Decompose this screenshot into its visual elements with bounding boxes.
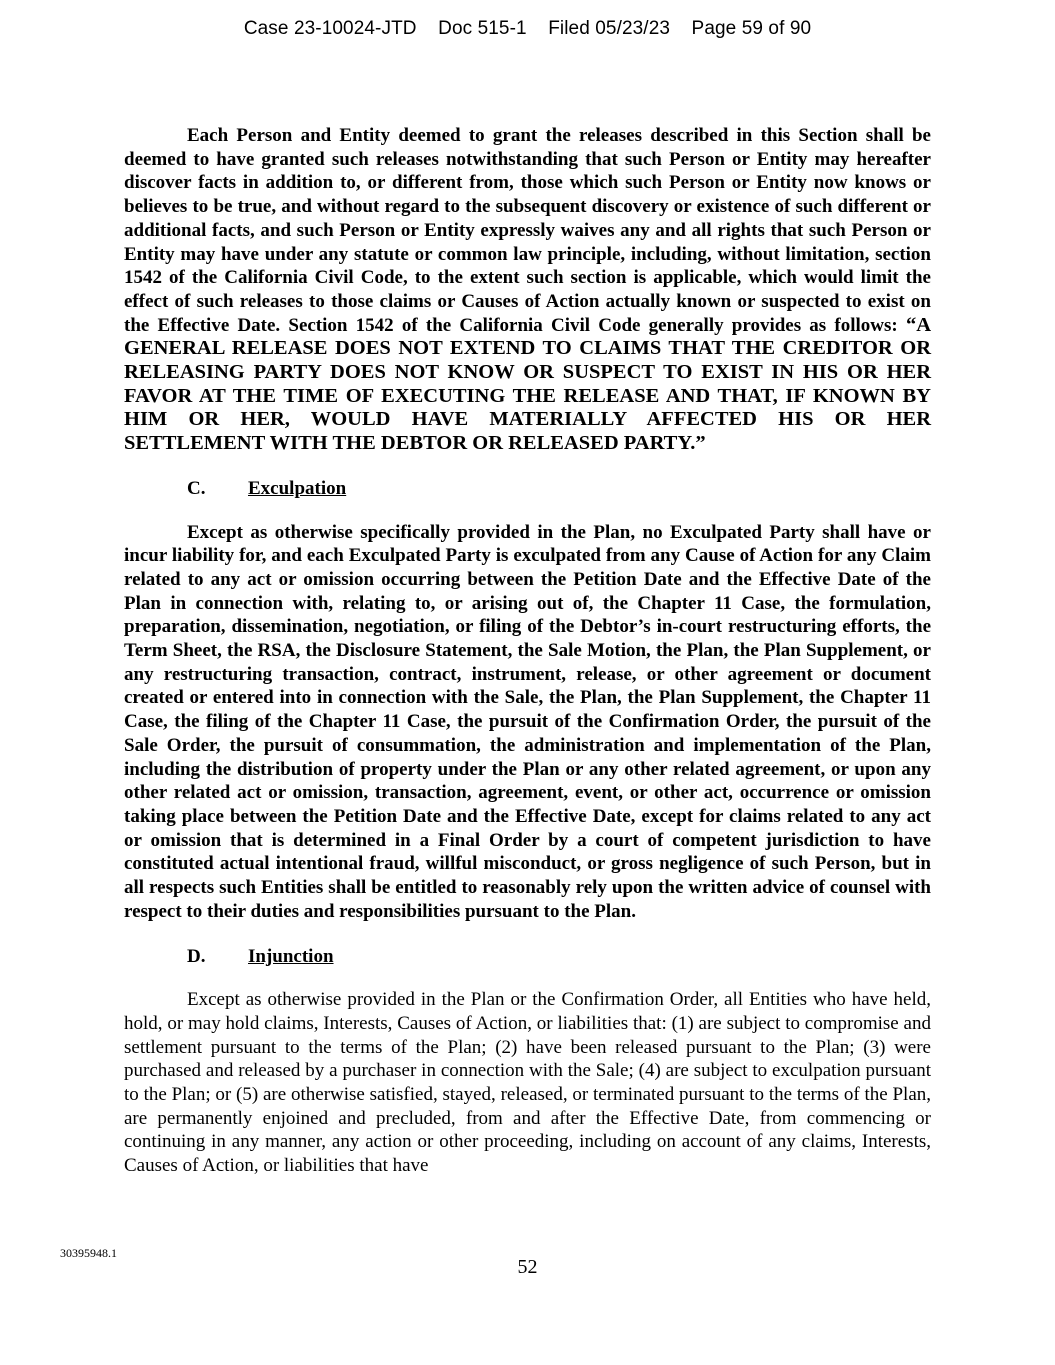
section-c-title: Exculpation [248, 477, 347, 499]
injunction-paragraph: Except as otherwise provided in the Plan or the Confirmation Order, all Entities who have held, hold, or may hold claims, Interests, Causes of Action, or liabilities that: (1) are subject to compromise and settlement pursuant to the terms of the Plan; (2) have been released pursuant to the Plan; (3) were purchased and released by a purchaser in connection with the Sale; (4) are subject to exculpation pursuant to the Plan; or (5) are otherwise satisfied, stayed, released, or terminated pursuant to the terms of the Plan, are permanently enjoined and precluded, from and after the Effective Date, from commencing or continuing in any manner, any action or other proceeding, including on account of any claims, Interests, Causes of Action, or liabilities that have [124, 989, 931, 1177]
filed-date: Filed 05/23/23 [548, 18, 671, 39]
release-waiver-paragraph [124, 124, 931, 456]
section-d-heading [124, 945, 931, 969]
page-count: Page 59 of 90 [691, 18, 812, 39]
section-c-heading [124, 477, 931, 501]
section-d-letter: D. [187, 945, 206, 967]
document-id: 30395948.1 [60, 1246, 117, 1260]
section-d-title: Injunction [248, 945, 334, 967]
doc-number: Doc 515-1 [438, 18, 527, 39]
case-number: Case 23-10024-JTD [243, 18, 417, 39]
exculpation-paragraph: Except as otherwise specifically provided in the Plan, no Exculpated Party shall have or incur liability for, and each Exculpated Party is exculpated from any Cause of Action for any Claim related to any act or omission occurring between the Petition Date and the Effective Date of the Plan in connection with, relating to, or arising out of, the Chapter 11 Case, the formulation, preparation, dissemination, negotiation, or filing of the Debtor’s in-court restructuring efforts, the Term Sheet, the RSA, the Disclosure Statement, the Sale Motion, the Plan, the Plan Supplement, or any restructuring transaction, contract, instrument, release, or other agreement or document created or entered into in connection with the Sale, the Plan, the Plan Supplement, the Chapter 11 Case, the filing of the Chapter 11 Case, the pursuit of the Confirmation Order, the pursuit of the Sale Order, the pursuit of consummation, the administration and implementation of the Plan, including the distribution of property under the Plan or any other related agreement, or upon any other related act or omission, transaction, agreement, event, or other act, occurrence or omission taking place between the Petition Date and the Effective Date, except for claims related to any act or omission that is determined in a Final Order by a court of competent jurisdiction to have constituted actual intentional fraud, willful misconduct, or gross negligence of such Person, but in all respects such Entities shall be entitled to reasonably rely upon the written advice of counsel with respect to their duties and responsibilities pursuant to the Plan. [124, 521, 931, 922]
section-1542-quote: “A GENERAL RELEASE DOES NOT EXTEND TO CLAIMS THAT THE CREDITOR OR RELEASING PARTY DOES NOT KNOW OR SUSPECT TO EXIST IN HIS OR HER FAVOR AT THE TIME OF EXECUTING THE RELEASE AND THAT, IF KNOWN BY HIM OR HER, WOULD HAVE MATERIALLY AFFECTED HIS OR HER SETTLEMENT WITH THE DEBTOR OR RELEASED PARTY.” [124, 313, 931, 455]
document-body [124, 124, 931, 1178]
release-waiver-text: Each Person and Entity deemed to grant the releases described in this Section shall be deemed to have granted such releases notwithstanding that such Person or Entity may hereafter discover facts in addition to, or different from, those which such Person or Entity now knows or believes to be true, and without regard to the subsequent discovery or existence of such different or additional facts, and such Person or Entity expressly waives any and all rights that such Person or Entity may have under any statute or common law principle, including, without limitation, section 1542 of the California Civil Code, to the extent such section is applicable, which would limit the effect of such releases to those claims or Causes of Action actually known or suspected to exist on the Effective Date. Section 1542 of the California Civil Code generally provides as follows: [124, 125, 931, 336]
section-c-letter: C. [187, 477, 206, 499]
page-number: 52 [517, 1256, 538, 1278]
filing-header [0, 18, 1055, 40]
